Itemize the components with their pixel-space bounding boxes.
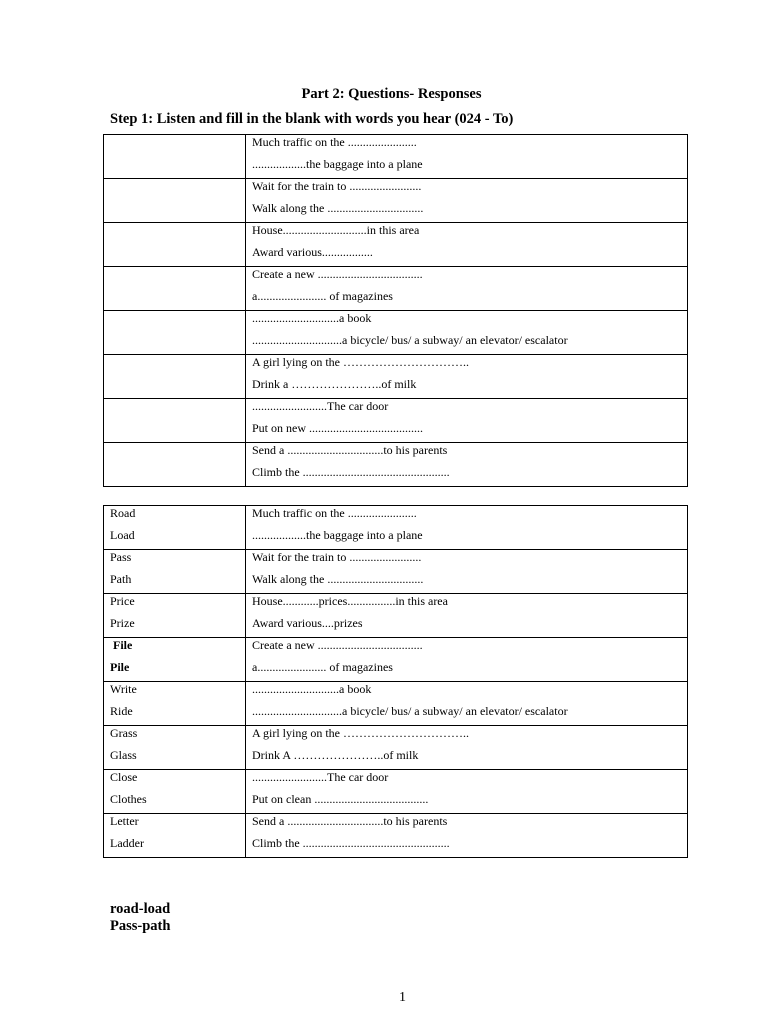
sentence-cell: [246, 443, 688, 487]
sentence-cell: [246, 594, 688, 638]
table-row: [104, 638, 688, 682]
sentence-line: Award various....prizes: [252, 615, 363, 630]
sentence-line: ..............................a bicycle/ bus/ a subway/ an elevator/ escalator: [252, 332, 568, 347]
word-line: Pass: [110, 550, 132, 564]
table-row: [104, 726, 688, 770]
word-line: Pile: [110, 659, 130, 674]
sentence-line: ..................the baggage into a plane: [252, 156, 423, 171]
word-line: Write: [110, 682, 137, 696]
sentence-cell: [246, 355, 688, 399]
word-line: Grass: [110, 726, 138, 740]
sentence-line: Wait for the train to ........................: [252, 550, 422, 564]
exercise-table-answers: [103, 505, 688, 858]
sentence-cell: [246, 638, 688, 682]
word-cell: [104, 267, 246, 311]
word-line: Ladder: [110, 835, 144, 850]
sentence-line: Drink A …………………..of milk: [252, 747, 419, 762]
note-line: road-load: [110, 901, 171, 917]
word-cell: [104, 399, 246, 443]
sentence-line: Send a ................................to his parents: [252, 443, 448, 457]
word-cell: [104, 638, 246, 682]
sentence-line: a....................... of magazines: [252, 659, 393, 674]
word-line: [110, 421, 239, 443]
sentence-line: A girl lying on the …………………………..: [252, 726, 469, 740]
word-line: Ride: [110, 703, 133, 718]
table-row: [104, 399, 688, 443]
table-row: [104, 770, 688, 814]
sentence-line: Create a new ...................................: [252, 638, 423, 652]
word-cell: [104, 135, 246, 179]
table-row: [104, 814, 688, 858]
table-row: [104, 443, 688, 487]
word-line: Close: [110, 770, 138, 784]
table-row: [104, 682, 688, 726]
sentence-line: .........................The car door: [252, 770, 389, 784]
note-line: Pass-path: [110, 918, 171, 934]
sentence-line: Put on clean ......................................: [252, 791, 429, 806]
sentence-line: Walk along the ................................: [252, 200, 424, 215]
word-line: [110, 267, 239, 289]
sentence-cell: [246, 682, 688, 726]
sentence-cell: [246, 770, 688, 814]
sentence-line: Drink a …………………..of milk: [252, 376, 417, 391]
word-line: File: [113, 638, 133, 652]
word-line: Road: [110, 506, 136, 520]
word-cell: [104, 355, 246, 399]
sentence-cell: [246, 311, 688, 355]
word-line: [110, 157, 239, 179]
sentence-line: A girl lying on the …………………………..: [252, 355, 469, 369]
sentence-line: a....................... of magazines: [252, 288, 393, 303]
word-line: [110, 443, 239, 465]
word-line: [110, 311, 239, 333]
word-line: [110, 355, 239, 377]
sentence-line: Climb the .................................................: [252, 464, 450, 479]
word-cell: [104, 443, 246, 487]
page-number: 1: [399, 990, 406, 1005]
sentence-cell: [246, 550, 688, 594]
table-row: [104, 135, 688, 179]
table-row: [104, 550, 688, 594]
word-line: Clothes: [110, 791, 147, 806]
sentence-line: House............................in this area: [252, 223, 420, 237]
word-line: [110, 465, 239, 487]
word-line: [110, 399, 239, 421]
table-row: [104, 223, 688, 267]
sentence-line: .........................The car door: [252, 399, 389, 413]
word-line: Prize: [110, 615, 135, 630]
table-row: [104, 355, 688, 399]
sentence-line: House............prices................in this area: [252, 594, 448, 608]
word-line: Glass: [110, 747, 137, 762]
sentence-cell: [246, 506, 688, 550]
word-line: Letter: [110, 814, 139, 828]
step-instruction: Step 1: Listen and fill in the blank with words you hear (024 - To): [110, 111, 514, 127]
word-line: [110, 201, 239, 223]
sentence-line: ..................the baggage into a plane: [252, 527, 423, 542]
sentence-line: Put on new ......................................: [252, 420, 423, 435]
word-line: [110, 179, 239, 201]
sentence-line: Wait for the train to ........................: [252, 179, 422, 193]
sentence-cell: [246, 223, 688, 267]
word-line: Path: [110, 571, 132, 586]
sentence-line: Walk along the ................................: [252, 571, 424, 586]
sentence-line: Create a new ...................................: [252, 267, 423, 281]
sentence-cell: [246, 814, 688, 858]
sentence-cell: [246, 399, 688, 443]
word-cell: [104, 223, 246, 267]
word-cell: [104, 506, 246, 550]
word-line: [110, 289, 239, 311]
word-line: [110, 377, 239, 399]
table-row: [104, 594, 688, 638]
sentence-line: .............................a book: [252, 311, 372, 325]
word-line: [110, 245, 239, 267]
exercise-table-blank: [103, 134, 688, 487]
word-cell: [104, 682, 246, 726]
word-line: Price: [110, 594, 135, 608]
word-line: [110, 223, 239, 245]
word-cell: [104, 311, 246, 355]
word-line: Load: [110, 527, 135, 542]
notes: [110, 901, 170, 935]
word-line: [110, 135, 239, 157]
sentence-line: Much traffic on the .......................: [252, 135, 417, 149]
table-row: [104, 179, 688, 223]
sentence-line: Send a ................................to his parents: [252, 814, 448, 828]
sentence-cell: [246, 726, 688, 770]
word-cell: [104, 594, 246, 638]
table-row: [104, 311, 688, 355]
sentence-cell: [246, 179, 688, 223]
table-row: [104, 506, 688, 550]
sentence-line: Much traffic on the .......................: [252, 506, 417, 520]
word-cell: [104, 814, 246, 858]
word-cell: [104, 179, 246, 223]
sentence-line: ..............................a bicycle/ bus/ a subway/ an elevator/ escalator: [252, 703, 568, 718]
sentence-line: .............................a book: [252, 682, 372, 696]
word-line: [110, 333, 239, 355]
sentence-line: Award various.................: [252, 244, 373, 259]
page-title: Part 2: Questions- Responses: [301, 86, 482, 102]
word-cell: [104, 550, 246, 594]
sentence-cell: [246, 267, 688, 311]
table-row: [104, 267, 688, 311]
word-cell: [104, 770, 246, 814]
sentence-line: Climb the .................................................: [252, 835, 450, 850]
word-cell: [104, 726, 246, 770]
sentence-cell: [246, 135, 688, 179]
